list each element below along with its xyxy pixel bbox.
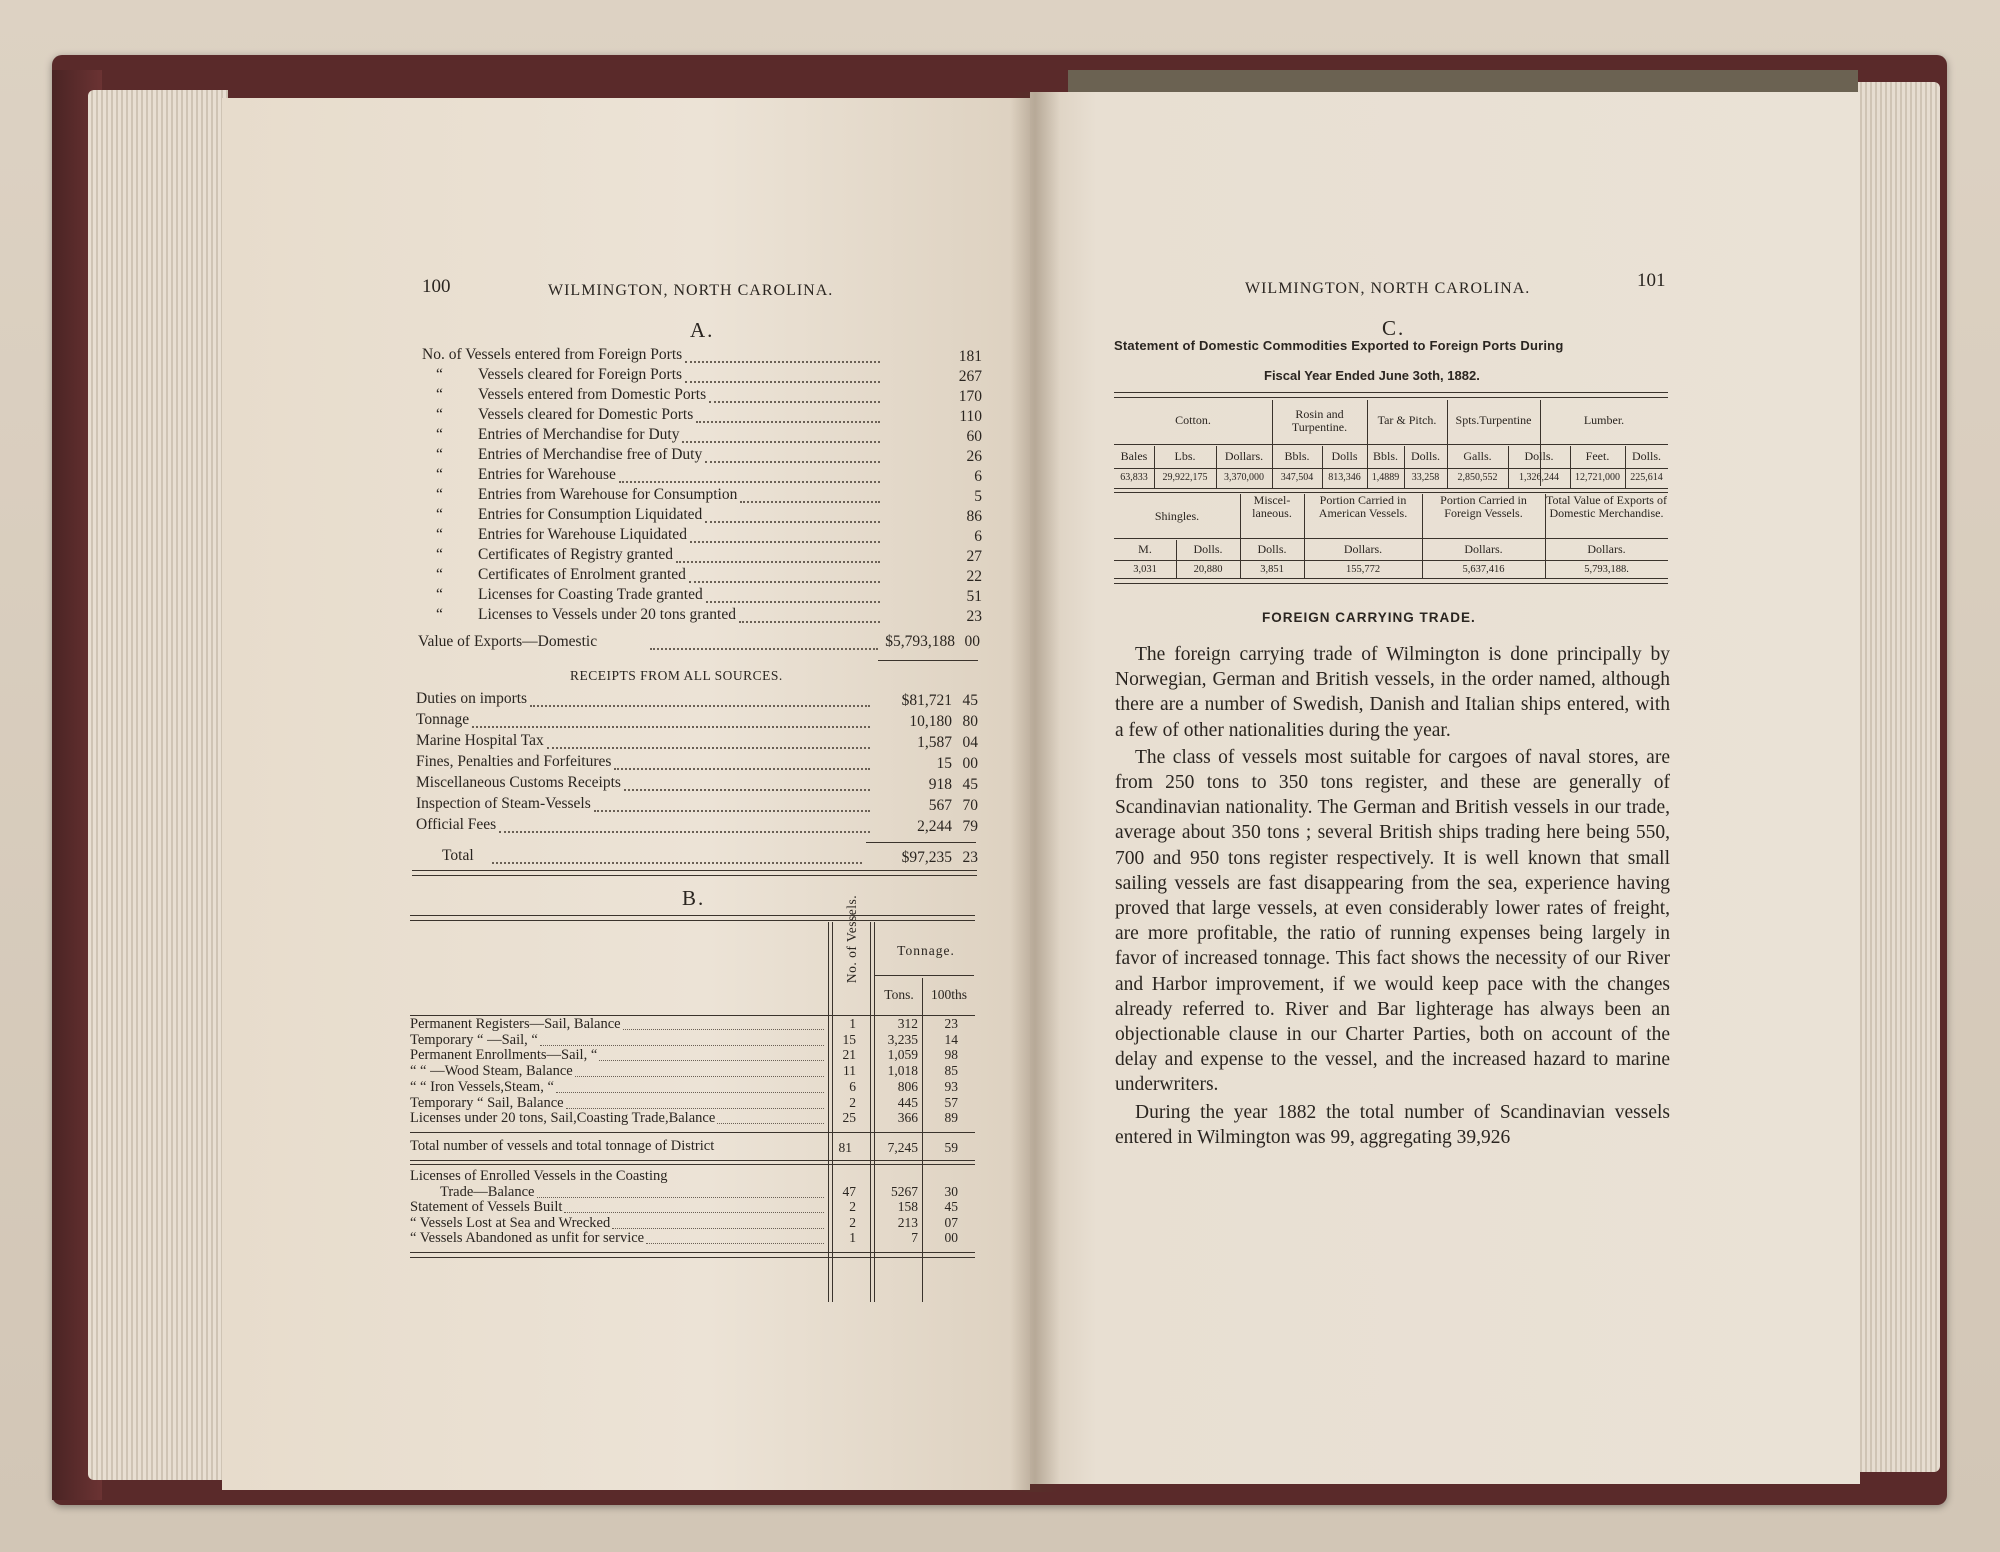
- list-item-value: 23: [966, 608, 982, 625]
- table-c-subheader: Dolls.: [1524, 449, 1554, 463]
- receipt-label: Duties on imports: [416, 690, 528, 707]
- exports-label: Value of Exports—Domestic: [418, 633, 598, 650]
- col-100ths-header: 100ths: [930, 987, 967, 1002]
- table-c-value: 33,258: [1411, 472, 1440, 483]
- ditto-mark: “: [436, 466, 443, 483]
- table-c-value: 813,346: [1328, 472, 1361, 483]
- rule: [412, 870, 977, 871]
- receipt-dollars: $81,721: [901, 692, 952, 709]
- list-item-label: Entries from Warehouse for Consumption: [478, 486, 738, 503]
- list-item-label: Vessels entered from Domestic Ports: [478, 386, 707, 403]
- table-rule: [1114, 538, 1668, 539]
- leader-dots: [623, 1029, 824, 1030]
- receipt-dollars: 918: [928, 776, 952, 793]
- table-cell-tons: 1,018: [887, 1063, 918, 1079]
- table-c-subheader: Feet.: [1585, 449, 1610, 463]
- list-item-value: 267: [958, 368, 982, 385]
- leader-dots: [530, 705, 870, 707]
- leader-dots: [624, 789, 870, 791]
- table-c-header: Portion Carried in Foreign Vessels.: [1440, 493, 1527, 520]
- receipt-dollars: 1,587: [917, 734, 952, 751]
- receipt-cents: 79: [962, 818, 978, 835]
- table-c-subheader: Dolls.: [1410, 449, 1440, 463]
- table-cell-vessels: 2: [849, 1199, 856, 1215]
- section-b-title: B.: [682, 886, 706, 910]
- list-item-value: 51: [966, 588, 982, 605]
- table-row-label: Licenses of Enrolled Vessels in the Coasting: [410, 1168, 668, 1184]
- list-item-value: 26: [966, 448, 982, 465]
- rule: [410, 1257, 975, 1258]
- table-cell-100ths: 30: [944, 1183, 958, 1199]
- table-row-label: Temporary “ Sail, Balance: [410, 1094, 564, 1111]
- table-c-header: Spts.Turpentine: [1455, 413, 1532, 427]
- rule: [412, 875, 977, 876]
- table-c-subheader: Dollars.: [1587, 542, 1626, 556]
- table-cell-100ths: 93: [944, 1078, 958, 1094]
- table-c-header: Tar & Pitch.: [1377, 413, 1437, 427]
- ditto-mark: “: [436, 426, 443, 443]
- table-c-header: Total Value of Exports of Domestic Merchandise.: [1546, 493, 1667, 520]
- table-rule: [922, 978, 923, 1302]
- list-item-label: Entries of Merchandise free of Duty: [478, 446, 703, 463]
- receipt-label: Inspection of Steam-Vessels: [416, 795, 591, 812]
- rule: [410, 1160, 975, 1161]
- ditto-mark: “: [436, 446, 443, 463]
- list-item-label: Certificates of Registry granted: [478, 546, 673, 563]
- ditto-mark: “: [436, 386, 443, 403]
- table-cell-vessels: 1: [849, 1230, 856, 1246]
- table-c-subheader: Dollars.: [1224, 449, 1264, 463]
- receipt-label: Tonnage: [416, 711, 470, 728]
- list-item-label: Certificates of Enrolment granted: [478, 566, 686, 583]
- page-number-left: 100: [422, 276, 451, 297]
- table-rule: [874, 922, 875, 1302]
- leader-dots: [705, 461, 880, 463]
- leader-dots: [646, 1243, 824, 1244]
- list-item-label: Entries for Warehouse: [478, 466, 616, 483]
- rule: [1114, 397, 1668, 398]
- table-rule: [828, 922, 829, 1302]
- table-c-header: Shingles.: [1154, 509, 1200, 523]
- table-row-label: Permanent Enrollments—Sail, “: [410, 1047, 598, 1064]
- leader-dots: [739, 621, 880, 623]
- table-c-subheader: M.: [1138, 542, 1152, 556]
- list-item-label: Entries for Warehouse Liquidated: [478, 526, 687, 543]
- b-total-h: 59: [944, 1140, 958, 1155]
- leader-dots: [599, 1060, 824, 1061]
- col-tonnage-header: Tonnage.: [897, 943, 955, 958]
- table-row-label: Temporary “ —Sail, “: [410, 1031, 538, 1048]
- table-cell-100ths: 23: [944, 1016, 958, 1031]
- ditto-mark: “: [436, 366, 443, 383]
- table-cell-100ths: 14: [944, 1031, 958, 1047]
- table-c-value: 347,504: [1280, 472, 1314, 483]
- table-cell-tons: 213: [897, 1214, 918, 1230]
- rule: [1114, 578, 1668, 579]
- table-cell-vessels: 21: [842, 1047, 856, 1063]
- leader-dots: [537, 1197, 824, 1198]
- table-c-value: 3,370,000: [1224, 472, 1264, 483]
- receipt-dollars: 567: [928, 797, 952, 814]
- table-rule: [1114, 560, 1668, 561]
- rule: [866, 842, 976, 843]
- table-cell-vessels: 2: [849, 1214, 856, 1230]
- section-c-subtitle-1: Statement of Domestic Commodities Exported to Foreign Ports During: [1114, 338, 1564, 353]
- table-cell-tons: 1,059: [887, 1047, 918, 1063]
- table-cell-tons: 366: [897, 1110, 918, 1126]
- list-item-value: 6: [974, 528, 982, 545]
- leader-dots: [717, 1123, 824, 1124]
- leader-dots: [619, 481, 880, 483]
- page-number-right: 101: [1637, 270, 1666, 291]
- table-c-value: 1,326,244: [1519, 472, 1559, 483]
- table-cell-tons: 5267: [891, 1183, 918, 1199]
- book-gutter: [1010, 92, 1060, 1492]
- list-item-value: 60: [966, 428, 982, 445]
- list-item-label: Entries of Merchandise for Duty: [478, 426, 680, 443]
- table-cell-tons: 312: [897, 1016, 918, 1031]
- table-row-label: “ Vessels Lost at Sea and Wrecked: [410, 1214, 611, 1231]
- col-tons-header: Tons.: [884, 987, 914, 1002]
- receipt-cents: 70: [962, 797, 978, 814]
- leader-dots: [705, 521, 880, 523]
- table-cell-tons: 445: [897, 1094, 918, 1110]
- table-cell-vessels: 15: [842, 1031, 856, 1047]
- table-c-value: 20,880: [1193, 564, 1223, 575]
- table-row-label: “ “ Iron Vessels,Steam, “: [410, 1078, 554, 1095]
- ditto-mark: “: [436, 486, 443, 503]
- leader-dots: [556, 1092, 824, 1093]
- running-head-left: WILMINGTON, NORTH CAROLINA.: [548, 282, 834, 299]
- list-item-label: Vessels cleared for Domestic Ports: [478, 406, 694, 423]
- table-cell-100ths: 85: [944, 1063, 958, 1079]
- table-cell-100ths: 89: [944, 1110, 958, 1126]
- table-c-value: 155,772: [1345, 564, 1381, 575]
- table-c-value: 5,793,188.: [1584, 564, 1629, 575]
- leader-dots: [690, 541, 880, 543]
- table-c-value: 1,4889: [1371, 472, 1400, 483]
- list-item-value: 110: [959, 408, 982, 425]
- table-c-header: Portion Carried in American Vessels.: [1318, 493, 1408, 520]
- table-c-subheader: Galls.: [1463, 449, 1492, 463]
- receipt-cents: 04: [962, 734, 978, 751]
- ditto-mark: “: [436, 546, 443, 563]
- table-c-subheader: Bbls.: [1284, 449, 1310, 463]
- table-cell-tons: 158: [897, 1199, 918, 1215]
- ditto-mark: “: [436, 406, 443, 423]
- leader-dots: [612, 1228, 824, 1229]
- receipt-label: Marine Hospital Tax: [416, 732, 544, 749]
- table-cell-100ths: 00: [944, 1230, 958, 1246]
- receipt-label: Miscellaneous Customs Receipts: [416, 774, 621, 791]
- table-row-label: Permanent Registers—Sail, Balance: [410, 1016, 621, 1032]
- table-c-subheader: Bbls.: [1372, 449, 1398, 463]
- table-c-subheader: Dollars.: [1343, 542, 1383, 556]
- table-c-value: 3,031: [1133, 564, 1157, 575]
- list-item-label: Licenses to Vessels under 20 tons granted: [478, 606, 736, 623]
- list-item-label: Entries for Consumption Liquidated: [478, 506, 703, 523]
- rule: [410, 915, 975, 916]
- table-c-header: Miscel-laneous.: [1252, 493, 1292, 520]
- b-total-label: Total number of vessels and total tonnage of District: [410, 1138, 715, 1154]
- rule: [1114, 392, 1668, 393]
- rule: [410, 1252, 975, 1253]
- list-item-value: 86: [966, 508, 982, 525]
- leader-dots: [540, 1045, 824, 1046]
- table-c-header: Rosin and Turpentine.: [1291, 407, 1348, 434]
- leader-dots: [689, 581, 880, 583]
- table-c-header: Lumber.: [1583, 413, 1625, 427]
- section-a-title: A.: [690, 318, 715, 342]
- body-text: [1115, 642, 1670, 1150]
- leader-dots: [547, 747, 870, 749]
- leader-dots: [740, 501, 880, 503]
- paragraph-3: During the year 1882 the total number of Scandinavian vessels entered in Wilmington was 99, aggregating 39,926: [1115, 1101, 1670, 1148]
- table-cell-100ths: 45: [944, 1199, 958, 1215]
- running-head-right: WILMINGTON, NORTH CAROLINA.: [1245, 280, 1531, 297]
- leader-dots: [685, 381, 880, 383]
- leader-dots: [706, 601, 880, 603]
- table-rule: [1114, 488, 1668, 489]
- total-label: Total: [442, 847, 474, 864]
- page-edges-right: [1850, 82, 1940, 1472]
- leader-dots: [492, 862, 862, 864]
- leader-dots: [499, 831, 870, 833]
- list-item-value: 27: [966, 548, 982, 565]
- receipt-label: Fines, Penalties and Forfeitures: [416, 753, 612, 770]
- rule: [410, 1132, 975, 1133]
- b-total-tons: 7,245: [887, 1140, 918, 1155]
- leader-dots: [682, 441, 880, 443]
- leader-dots: [676, 561, 880, 563]
- receipt-cents: 00: [962, 755, 978, 772]
- table-cell-vessels: 6: [849, 1078, 856, 1094]
- table-cell-100ths: 07: [944, 1214, 958, 1230]
- list-item-value: 5: [974, 488, 982, 505]
- receipt-cents: 80: [962, 713, 978, 730]
- leader-dots: [564, 1212, 824, 1213]
- table-cell-tons: 3,235: [887, 1031, 918, 1047]
- table-c-value: 225,614: [1630, 472, 1663, 483]
- list-item-value: 170: [958, 388, 982, 405]
- table-c-subheader: Lbs.: [1174, 449, 1196, 463]
- receipt-label: Official Fees: [416, 816, 497, 833]
- total-cents: 23: [962, 849, 978, 866]
- ditto-mark: “: [436, 526, 443, 543]
- leader-dots: [685, 361, 880, 363]
- table-rule: [874, 975, 974, 976]
- table-c-value: 63,833: [1120, 472, 1148, 483]
- table-c-header: Cotton.: [1175, 413, 1211, 427]
- left-page: [222, 98, 1030, 1490]
- table-row-label: Statement of Vessels Built: [410, 1199, 563, 1216]
- table-c-subheader: Dolls.: [1193, 542, 1223, 556]
- col-vessels-header: No. of Vessels.: [843, 894, 859, 984]
- leader-dots: [594, 810, 870, 812]
- receipt-cents: 45: [962, 692, 978, 709]
- ditto-mark: “: [436, 606, 443, 623]
- table-c-value: 12,721,000: [1575, 472, 1620, 483]
- table-cell-vessels: 47: [842, 1183, 856, 1199]
- table-rule: [870, 922, 871, 1302]
- section-c-title: C.: [1382, 316, 1406, 340]
- list-item-label: Vessels cleared for Foreign Ports: [478, 366, 683, 383]
- table-cell-tons: 806: [897, 1078, 918, 1094]
- receipt-dollars: 15: [936, 755, 952, 772]
- receipt-cents: 45: [962, 776, 978, 793]
- table-c-subheader: Bales: [1120, 449, 1148, 463]
- leader-dots: [566, 1108, 824, 1109]
- table-c-subheader: Dolls.: [1257, 542, 1287, 556]
- table-rule: [1114, 444, 1668, 445]
- table-c-value: 5,637,416: [1462, 564, 1505, 575]
- receipts-title: RECEIPTS FROM ALL SOURCES.: [570, 668, 783, 683]
- leader-dots: [696, 421, 880, 423]
- table-cell-tons: 7: [911, 1230, 918, 1246]
- ditto-mark: “: [436, 506, 443, 523]
- ditto-mark: “: [436, 566, 443, 583]
- table-cell-vessels: 1: [849, 1016, 856, 1031]
- list-item-label: No. of Vessels entered from Foreign Ports: [422, 346, 683, 363]
- leader-dots: [575, 1076, 824, 1077]
- leader-dots: [709, 401, 880, 403]
- leader-dots: [614, 768, 870, 770]
- list-item-value: 6: [974, 468, 982, 485]
- table-cell-100ths: 98: [944, 1047, 958, 1063]
- table-c-subheader: Dolls: [1331, 449, 1358, 463]
- list-item-value: 181: [958, 348, 982, 365]
- rule: [410, 920, 975, 921]
- rule: [878, 660, 978, 661]
- exports-cents: 00: [964, 633, 980, 650]
- table-row-label: Trade—Balance: [440, 1183, 535, 1200]
- table-c-subheader: Dolls.: [1631, 449, 1661, 463]
- rule: [1114, 583, 1668, 584]
- table-cell-vessels: 25: [842, 1110, 856, 1126]
- b-total-vessels: 81: [838, 1140, 852, 1155]
- list-item-value: 22: [966, 568, 982, 585]
- table-cell-100ths: 57: [944, 1094, 958, 1110]
- table-c-subheader: Dollars.: [1464, 542, 1503, 556]
- section-c-subtitle-2: Fiscal Year Ended June 3oth, 1882.: [1264, 368, 1480, 383]
- table-row-label: “ Vessels Abandoned as unfit for service: [410, 1230, 645, 1247]
- table-c-value: 29,922,175: [1162, 472, 1208, 483]
- total-dollars: $97,235: [901, 849, 952, 866]
- leader-dots: [472, 726, 870, 728]
- page-top-edge: [1068, 70, 1858, 92]
- leader-dots: [650, 648, 878, 650]
- table-c-value: 3,851: [1260, 564, 1284, 575]
- table-row-label: “ “ —Wood Steam, Balance: [410, 1063, 573, 1080]
- rule: [410, 1164, 975, 1165]
- foreign-title: FOREIGN CARRYING TRADE.: [1262, 610, 1476, 625]
- receipt-dollars: 10,180: [909, 713, 952, 730]
- table-cell-vessels: 11: [843, 1063, 856, 1079]
- table-row-label: Licenses under 20 tons, Sail,Coasting Trade,Balance: [410, 1110, 716, 1127]
- exports-value: $5,793,188: [885, 633, 955, 650]
- table-rule: [1114, 468, 1668, 469]
- paragraph-2: The class of vessels most suitable for cargoes of naval stores, are from 250 tons to 350 tons register, and these are generally of Scandinavian nationality. The German and British vessels in our trade, average about 350 tons ; several British ships trading here being 550, 700 and 950 tons register respectively. It is well known that small sailing vessels are fast disappearing from the sea, experience having proved that large vessels, at even considerably lower rates of freight, are more profitable, the ratio of running expenses being largely in favor of increased tonnage. This fact shows the necessity of our River and Harbor improvement, if we would keep pace with the changes already referred to. River and Bar lighterage has always been an objectionable clause in our Charter Parties, both on account of the delay and expense to the vessel, and the increased hazard to marine underwriters.: [1115, 746, 1670, 1096]
- page-edges-left: [88, 90, 228, 1480]
- list-item-label: Licenses for Coasting Trade granted: [478, 586, 703, 603]
- receipt-dollars: 2,244: [917, 818, 952, 835]
- table-c-value: 2,850,552: [1457, 472, 1498, 483]
- paragraph-1: The foreign carrying trade of Wilmington is done principally by Norwegian, German and British vessels, in the order named, although there are a number of Swedish, Danish and Italian ships entered, with a few of other nationalities during the year.: [1115, 644, 1670, 741]
- table-cell-vessels: 2: [849, 1094, 856, 1110]
- ditto-mark: “: [436, 586, 443, 603]
